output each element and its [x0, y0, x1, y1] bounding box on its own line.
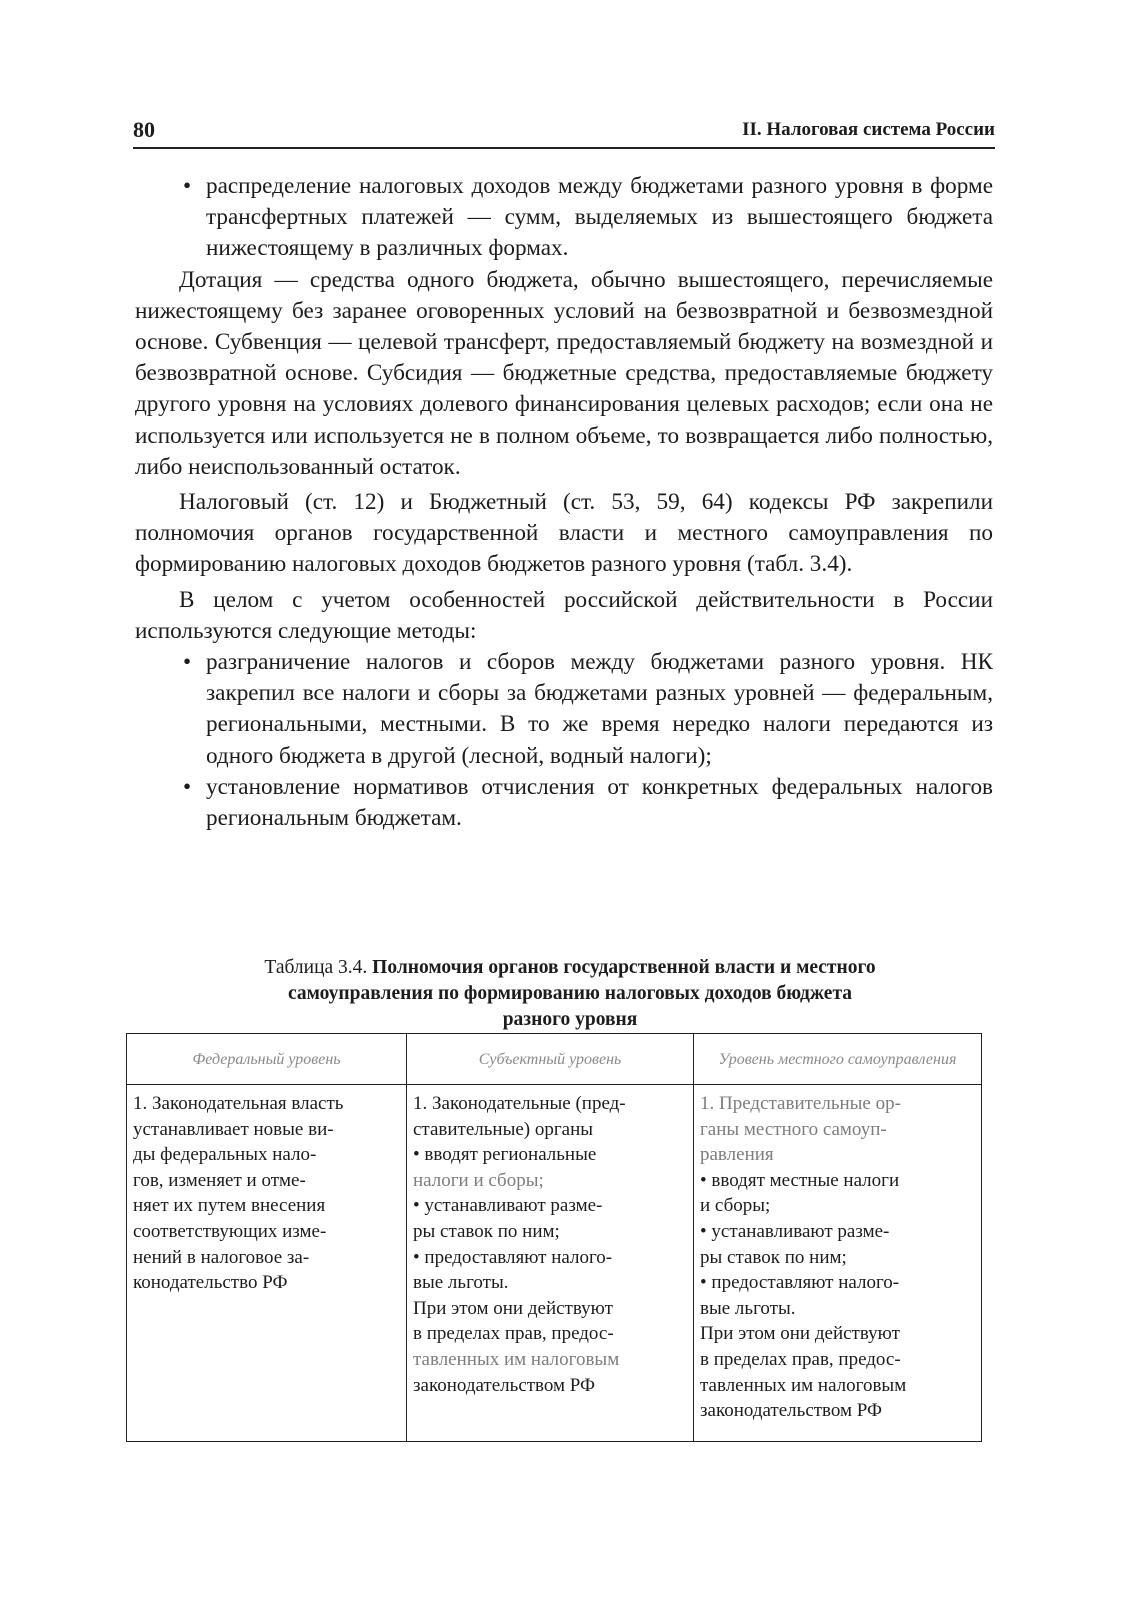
- cell-line: • вводят региональные: [413, 1144, 597, 1166]
- cell-line: • устанавливают разме-: [413, 1195, 603, 1217]
- table-cell-local: [694, 1085, 982, 1442]
- table-cell-federal: [127, 1085, 407, 1442]
- table-header-federal: Федеральный уровень: [127, 1034, 407, 1085]
- powers-table: [126, 1033, 982, 1442]
- cell-line: тавленных им налоговым: [700, 1374, 907, 1396]
- page-number: 80: [133, 117, 155, 142]
- table-caption-label: Таблица 3.4.: [264, 957, 368, 978]
- cell-line: ставительные) органы: [413, 1118, 594, 1140]
- cell-line: • устанавливают разме-: [700, 1220, 890, 1242]
- bullet-dot-icon: •: [183, 173, 192, 199]
- table-caption-title-line-2: самоуправления по формированию налоговых доходов бюджета: [287, 983, 853, 1004]
- table-row: [127, 1085, 982, 1442]
- cell-line: устанавливает новые ви-: [133, 1118, 334, 1140]
- cell-line: нений в налоговое за-: [133, 1246, 310, 1268]
- cell-line: налоги и сборы;: [413, 1169, 544, 1191]
- cell-line: в пределах прав, предос-: [413, 1323, 614, 1345]
- cell-line: 1. Законодательная власть: [133, 1093, 344, 1114]
- paragraph-methods: В целом с учетом особенностей российской действительности в России используются следующие методы:: [135, 586, 993, 644]
- cell-line: При этом они действуют: [413, 1297, 613, 1319]
- cell-line: равления: [700, 1144, 774, 1166]
- bullet-norms: [135, 772, 993, 834]
- bullet-division: [135, 647, 993, 772]
- page-header: [133, 113, 995, 149]
- table-caption-title-line-1: Полномочия органов государственной власти и местного: [372, 957, 876, 978]
- cell-line: При этом они действуют: [700, 1323, 900, 1345]
- cell-line: тавленных им налоговым: [413, 1348, 620, 1370]
- body-text: [135, 171, 993, 834]
- paragraph-dotation: Дотация — средства одного бюджета, обычно вышестоящего, перечисляемые нижестоящему без заранее оговоренных условий на безвозвратной и безвозмездной основе. Субвенция — целевой трансферт, предоставляемый бюджету на возмездной и безвозвратной основе. Субсидия — бюджетные средства, предоставляемые бюджету другого уровня на условиях долевого финансирования целевых расходов; если она не используется или используется не в полном объеме, то возвращается либо полностью, либо неиспользованный остаток.: [135, 266, 993, 480]
- table-header-subject: Субъектный уровень: [407, 1034, 694, 1085]
- cell-line: законодательством РФ: [413, 1374, 596, 1396]
- cell-line: ганы местного самоуп-: [700, 1118, 887, 1140]
- cell-line: • вводят местные налоги: [700, 1169, 900, 1191]
- running-head: II. Налоговая система России: [742, 119, 995, 140]
- table-caption: [140, 955, 1000, 1033]
- bullet-transfers: [135, 171, 993, 265]
- bullet-text: распределение налоговых доходов между бюджетами разного уровня в форме трансфертных платежей — сумм, выделяемых из вышестоящего бюджета нижестоящему в различных формах.: [206, 173, 993, 262]
- cell-line: конодательство РФ: [133, 1272, 288, 1294]
- cell-line: в пределах прав, предос-: [700, 1348, 901, 1370]
- cell-line: няет их путем внесения: [133, 1195, 326, 1217]
- paragraph-codes: Налоговый (ст. 12) и Бюджетный (ст. 53, 59, 64) кодексы РФ закрепили полномочия органов государственной власти и местного самоуправления по формированию налоговых доходов бюджетов разного уровня (табл. 3.4).: [135, 489, 993, 578]
- table-header-local: Уровень местного самоуправления: [694, 1034, 982, 1085]
- bullet-dot-icon: •: [183, 649, 192, 676]
- table-cell-subject: [407, 1085, 694, 1442]
- bullet-dot-icon: •: [183, 773, 192, 800]
- cell-line: вые льготы.: [413, 1272, 509, 1294]
- cell-line: соответствующих изме-: [133, 1220, 327, 1242]
- cell-line: вые льготы.: [700, 1297, 796, 1319]
- table-caption-title-line-3: разного уровня: [502, 1009, 638, 1030]
- bullet-text: установление нормативов отчисления от конкретных федеральных налогов региональным бюджетам.: [206, 773, 993, 832]
- cell-line: ры ставок по ним;: [700, 1246, 847, 1268]
- cell-line: ры ставок по ним;: [413, 1220, 560, 1242]
- cell-line: • предоставляют налого-: [413, 1246, 613, 1268]
- cell-line: законодательством РФ: [700, 1400, 883, 1422]
- cell-line: 1. Законодательные (пред-: [413, 1093, 626, 1114]
- cell-line: гов, изменяет и отме-: [133, 1169, 306, 1191]
- cell-line: • предоставляют налого-: [700, 1272, 900, 1294]
- cell-line: ды федеральных нало-: [133, 1144, 317, 1166]
- bullet-text: разграничение налогов и сборов между бюджетами разного уровня. НК закрепил все налоги и сборы за бюджетами разных уровней — федеральным, региональными, местными. В то же время нередко налоги передаются из одного бюджета в другой (лесной, водный налоги);: [206, 649, 993, 769]
- table-header-row: [127, 1034, 982, 1085]
- cell-line: 1. Представительные ор-: [700, 1093, 901, 1114]
- cell-line: и сборы;: [700, 1195, 771, 1217]
